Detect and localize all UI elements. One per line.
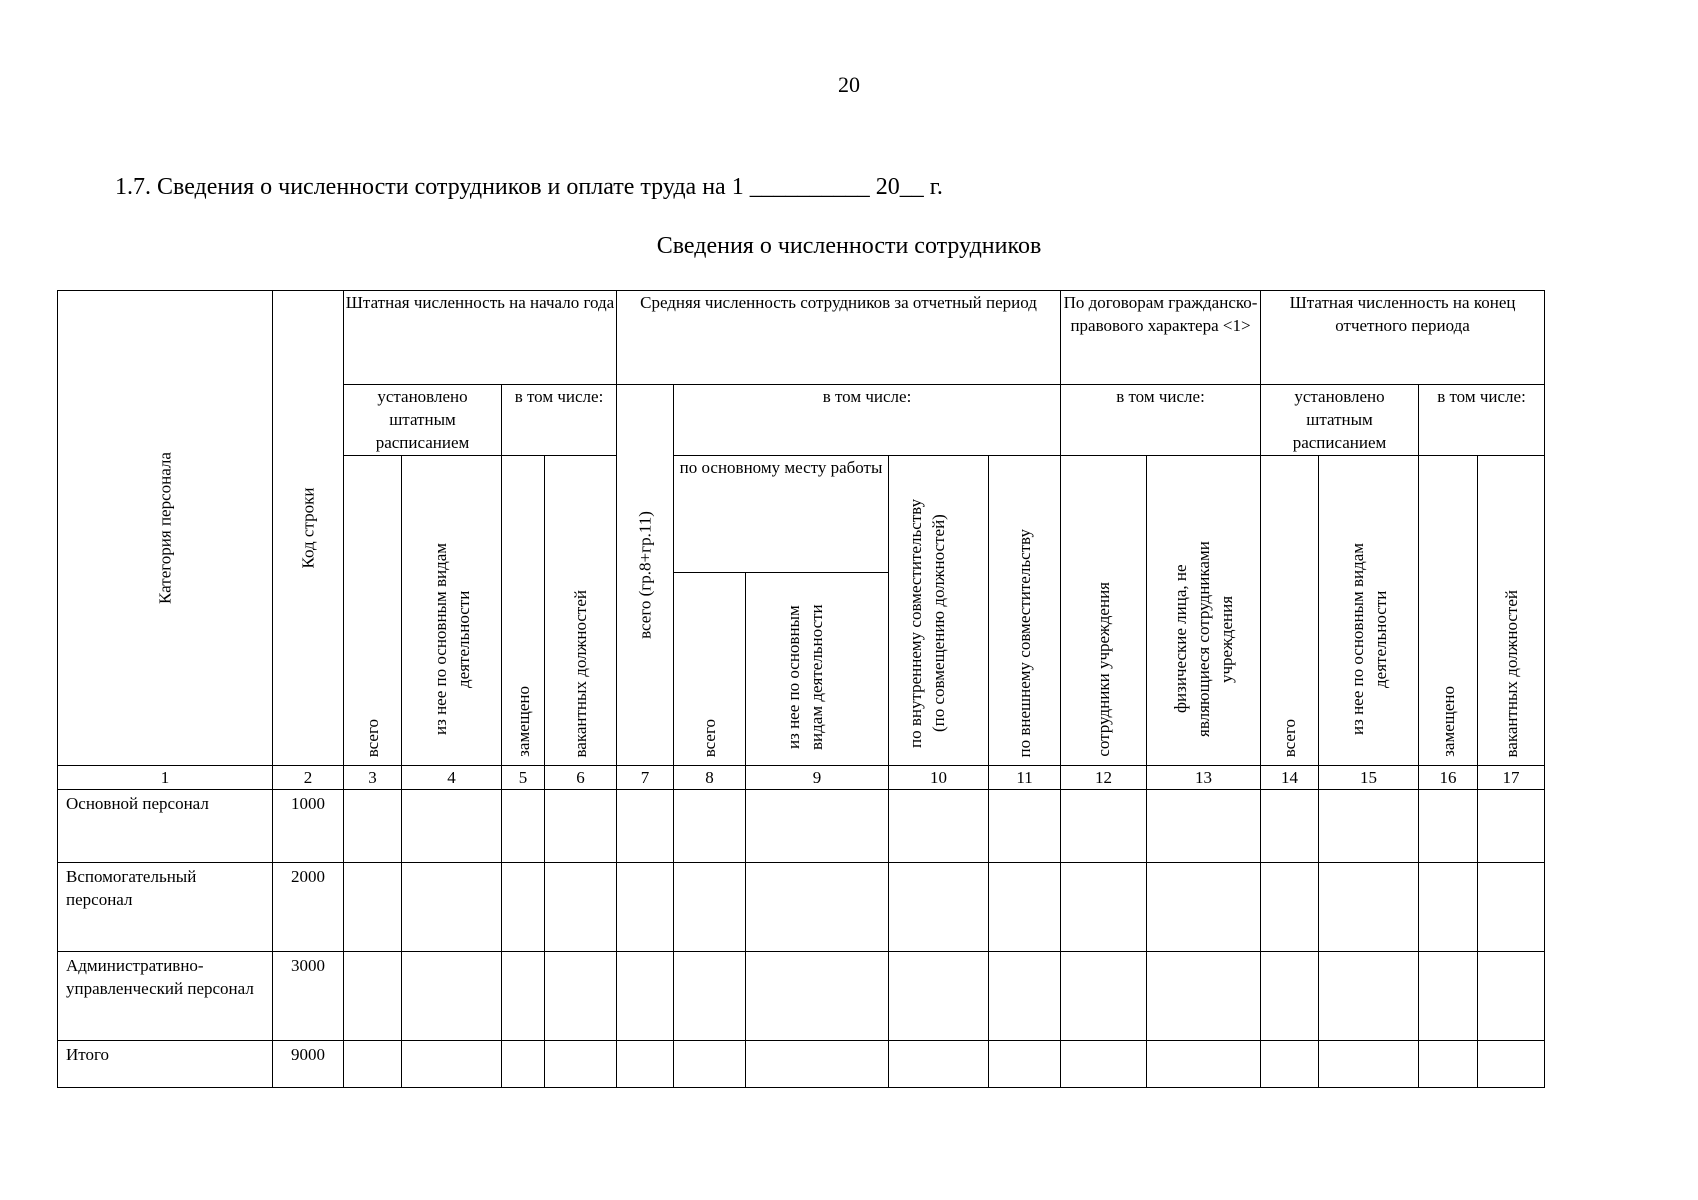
- header-c6: вакантных должностей: [545, 456, 617, 766]
- data-cell[interactable]: [1319, 952, 1419, 1041]
- data-cell[interactable]: [1061, 1041, 1147, 1088]
- data-cell[interactable]: [746, 1041, 889, 1088]
- row-category: Основной персонал: [58, 790, 273, 863]
- row-code: 3000: [273, 952, 344, 1041]
- header-c9: из нее по основным видам деятельности: [746, 573, 889, 766]
- column-number: 12: [1061, 766, 1147, 790]
- page-number: 20: [838, 72, 860, 97]
- table-row: [58, 1041, 1545, 1088]
- header-c10: по внутреннему совместительству (по совмещению должностей): [889, 456, 989, 766]
- column-number: 3: [344, 766, 402, 790]
- data-cell[interactable]: [1478, 1041, 1545, 1088]
- data-cell[interactable]: [889, 863, 989, 952]
- header-category: Категория персонала: [58, 291, 273, 766]
- data-cell[interactable]: [545, 952, 617, 1041]
- table-title: Сведения о численности сотрудников: [656, 233, 1042, 259]
- data-cell[interactable]: [617, 790, 674, 863]
- data-cell[interactable]: [344, 863, 402, 952]
- header-c17: вакантных должностей: [1478, 456, 1545, 766]
- data-cell[interactable]: [674, 790, 746, 863]
- data-cell[interactable]: [889, 790, 989, 863]
- header-incl-end: в том числе:: [1419, 385, 1545, 456]
- column-number: 2: [273, 766, 344, 790]
- column-number: 16: [1419, 766, 1478, 790]
- table-row: [58, 952, 1545, 1041]
- data-cell[interactable]: [402, 863, 502, 952]
- row-code: 1000: [273, 790, 344, 863]
- data-cell[interactable]: [1147, 952, 1261, 1041]
- data-cell[interactable]: [1419, 1041, 1478, 1088]
- data-cell[interactable]: [1478, 790, 1545, 863]
- header-c11: по внешнему совместительству: [989, 456, 1061, 766]
- data-cell[interactable]: [746, 790, 889, 863]
- data-cell[interactable]: [617, 863, 674, 952]
- data-cell[interactable]: [545, 863, 617, 952]
- data-cell[interactable]: [1261, 790, 1319, 863]
- data-cell[interactable]: [617, 952, 674, 1041]
- data-cell[interactable]: [989, 790, 1061, 863]
- data-cell[interactable]: [502, 863, 545, 952]
- header-incl-civil: в том числе:: [1061, 385, 1261, 456]
- data-cell[interactable]: [402, 1041, 502, 1088]
- header-staff-start: Штатная численность на начало года: [344, 291, 617, 385]
- data-cell[interactable]: [674, 1041, 746, 1088]
- header-c5: замещено: [502, 456, 545, 766]
- data-cell[interactable]: [1147, 790, 1261, 863]
- data-cell[interactable]: [889, 952, 989, 1041]
- header-c4: из нее по основным видам деятельности: [402, 456, 502, 766]
- column-number: 9: [746, 766, 889, 790]
- column-number: 7: [617, 766, 674, 790]
- header-c16: замещено: [1419, 456, 1478, 766]
- header-established-start: установлено штатным расписанием: [344, 385, 502, 456]
- header-c12: сотрудники учреждения: [1061, 456, 1147, 766]
- table-row: [58, 790, 1545, 863]
- data-cell[interactable]: [344, 952, 402, 1041]
- header-staff-end: Штатная численность на конец отчетного периода: [1261, 291, 1545, 385]
- column-number: 11: [989, 766, 1061, 790]
- row-code: 2000: [273, 863, 344, 952]
- column-number: 10: [889, 766, 989, 790]
- row-category: Вспомогательный персонал: [58, 863, 273, 952]
- header-c14: всего: [1261, 456, 1319, 766]
- data-cell[interactable]: [1261, 952, 1319, 1041]
- column-numbers-row: [58, 766, 1545, 790]
- column-number: 4: [402, 766, 502, 790]
- header-c15: из нее по основным видам деятельности: [1319, 456, 1419, 766]
- data-cell[interactable]: [344, 790, 402, 863]
- data-cell[interactable]: [617, 1041, 674, 1088]
- data-cell[interactable]: [746, 863, 889, 952]
- data-cell[interactable]: [989, 952, 1061, 1041]
- data-cell[interactable]: [545, 1041, 617, 1088]
- staff-table: [57, 290, 1545, 1088]
- data-cell[interactable]: [402, 952, 502, 1041]
- data-cell[interactable]: [889, 1041, 989, 1088]
- data-cell[interactable]: [674, 952, 746, 1041]
- data-cell[interactable]: [989, 863, 1061, 952]
- header-incl-avg: в том числе:: [674, 385, 1061, 456]
- column-number: 14: [1261, 766, 1319, 790]
- data-cell[interactable]: [1419, 952, 1478, 1041]
- column-number: 13: [1147, 766, 1261, 790]
- column-number: 8: [674, 766, 746, 790]
- column-number: 15: [1319, 766, 1419, 790]
- data-cell[interactable]: [502, 790, 545, 863]
- table-row: [58, 863, 1545, 952]
- data-cell[interactable]: [1319, 790, 1419, 863]
- data-cell[interactable]: [344, 1041, 402, 1088]
- header-c13: физические лица, не являющиеся сотрудниками учреждения: [1147, 456, 1261, 766]
- header-established-end: установлено штатным расписанием: [1261, 385, 1419, 456]
- data-cell[interactable]: [1319, 1041, 1419, 1088]
- column-number: 17: [1478, 766, 1545, 790]
- column-number: 5: [502, 766, 545, 790]
- data-cell[interactable]: [502, 952, 545, 1041]
- data-cell[interactable]: [1261, 863, 1319, 952]
- row-category: Административно-управленческий персонал: [58, 952, 273, 1041]
- data-cell[interactable]: [1061, 863, 1147, 952]
- data-cell[interactable]: [674, 863, 746, 952]
- data-cell[interactable]: [1419, 790, 1478, 863]
- header-main-place: по основному месту работы: [674, 456, 889, 573]
- header-c8: всего: [674, 573, 746, 766]
- header-civil-contracts: По договорам гражданско-правового характера <1>: [1061, 291, 1261, 385]
- header-row-code: Код строки: [273, 291, 344, 766]
- data-cell[interactable]: [746, 952, 889, 1041]
- data-cell[interactable]: [545, 790, 617, 863]
- data-cell[interactable]: [1319, 863, 1419, 952]
- data-cell[interactable]: [1261, 1041, 1319, 1088]
- column-number: 1: [58, 766, 273, 790]
- data-cell[interactable]: [1478, 952, 1545, 1041]
- row-code: 9000: [273, 1041, 344, 1088]
- row-category: Итого: [58, 1041, 273, 1088]
- data-cell[interactable]: [1147, 863, 1261, 952]
- data-cell[interactable]: [402, 790, 502, 863]
- header-incl-start: в том числе:: [502, 385, 617, 456]
- data-cell[interactable]: [1061, 790, 1147, 863]
- data-cell[interactable]: [1419, 863, 1478, 952]
- column-number: 6: [545, 766, 617, 790]
- data-cell[interactable]: [1061, 952, 1147, 1041]
- data-cell[interactable]: [1147, 1041, 1261, 1088]
- header-c3: всего: [344, 456, 402, 766]
- data-cell[interactable]: [989, 1041, 1061, 1088]
- data-cell[interactable]: [1478, 863, 1545, 952]
- header-average: Средняя численность сотрудников за отчетный период: [617, 291, 1061, 385]
- header-c7: всего (гр.8+гр.11): [617, 385, 674, 766]
- data-cell[interactable]: [502, 1041, 545, 1088]
- section-title: 1.7. Сведения о численности сотрудников и оплате труда на 1 __________ 20__ г.: [115, 174, 943, 200]
